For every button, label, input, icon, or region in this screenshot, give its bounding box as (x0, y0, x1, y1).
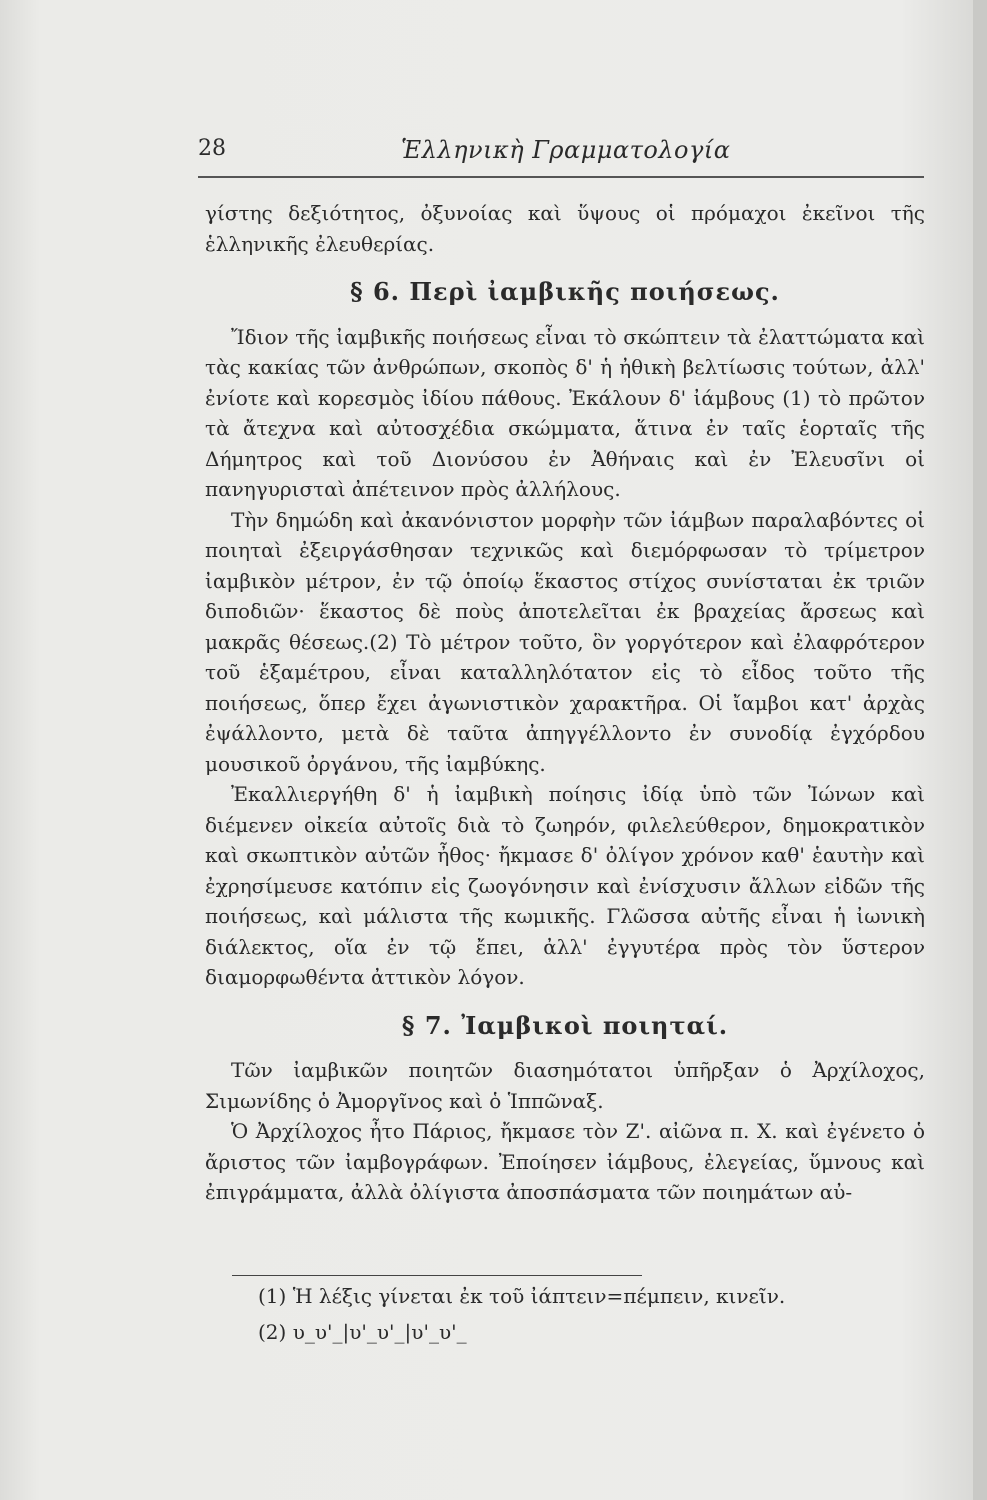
footnote-2: (2) υ_υ'_|υ'_υ'_|υ'_υ'_ (258, 1320, 467, 1344)
section-heading-6: § 6. Περὶ ἰαμβικῆς ποιήσεως. (350, 277, 780, 306)
paragraph: Τὴν δημώδη καὶ ἀκανόνιστον μορφὴν τῶν ἰάμβων παραλαβόντες οἱ ποιηταὶ ἐξειργάσθησαν τεχνικῶς καὶ διεμόρφωσαν τὸ τρίμετρον ἰαμβικὸν μέτρον, ἐν τῷ ὁποίῳ ἕκαστος στίχος συνίσταται ἐκ τριῶν διποδιῶν· ἕκαστος δὲ ποὺς ἀποτελεῖται ἐκ βραχείας ἄρσεως καὶ μακρᾶς θέσεως.(2) Τὸ μέτρον τοῦτο, ὃν γοργότερον καὶ ἐλαφρότερον τοῦ ἑξαμέτρου, εἶναι καταλληλότατον εἰς τὸ εἶδος τοῦτο τῆς ποιήσεως, ὅπερ ἔχει ἀγωνιστικὸν χαρακτῆρα. Οἱ ἴαμβοι κατ' ἀρχὰς ἐψάλλοντο, μετὰ δὲ ταῦτα ἀπηγγέλλοντο ἐν συνοδίᾳ ἐγχόρδου μουσικοῦ ὀργάνου, τῆς ἰαμβύκης. (205, 507, 925, 776)
paragraph: Ὁ Ἀρχίλοχος ἦτο Πάριος, ἤκμασε τὸν Ζ'. αἰῶνα π. Χ. καὶ ἐγένετο ὁ ἄριστος τῶν ἰαμβογράφων. Ἐποίησεν ἰάμβους, ἐλεγείας, ὕμνους καὶ ἐπιγράμματα, ἀλλὰ ὀλίγιστα ἀποσπάσματα τῶν ποιημάτων αὐ- (205, 1119, 925, 1204)
paragraph-continuation: γίστης δεξιότητος, ὀξυνοίας καὶ ὕψους οἱ πρόμαχοι ἐκεῖνοι τῆς ἑλληνικῆς ἐλευθερίας. (205, 201, 925, 256)
header-rule (198, 176, 924, 178)
paragraph: Ἐκαλλιεργήθη δ' ἡ ἰαμβικὴ ποίησις ἰδίᾳ ὑπὸ τῶν Ἰώνων καὶ διέμενεν οἰκεία αὐτοῖς διὰ τὸ ζωηρόν, φιλελεύθερον, δημοκρατικὸν καὶ σκωπτικὸν αὐτῶν ἦθος· ἤκμασε δ' ὀλίγον χρόνον καθ' ἑαυτὴν καὶ ἐχρησίμευσε κατόπιν εἰς ζωογόνησιν καὶ ἐνίσχυσιν ἄλλων εἰδῶν τῆς ποιήσεως, καὶ μάλιστα τῆς κωμικῆς. Γλῶσσα αὐτῆς εἶναι ἡ ἰωνικὴ διάλεκτος, οἵα ἐν τῷ ἔπει, ἀλλ' ἐγγυτέρα πρὸς τὸν ὕστερον διαμορφωθέντα ἀττικὸν λόγον. (205, 782, 925, 989)
page-header (198, 136, 922, 172)
page-number: 28 (198, 136, 226, 161)
paragraph: Τῶν ἰαμβικῶν ποιητῶν διασημότατοι ὑπῆρξαν ὁ Ἀρχίλοχος, Σιμωνίδης ὁ Ἀμοργῖνος καὶ ὁ Ἱππῶναξ. (205, 1058, 925, 1113)
page-edge (973, 0, 987, 1500)
body-text (205, 198, 925, 1208)
running-title: Ἑλληνικὴ Γραμματολογία (401, 136, 731, 164)
footnote-rule (232, 1275, 642, 1276)
footnote-1: (1) Ἡ λέξις γίνεται ἐκ τοῦ ἰάπτειν=πέμπειν, κινεῖν. (258, 1284, 786, 1308)
section-heading-7: § 7. Ἰαμβικοὶ ποιηταί. (401, 1010, 729, 1040)
paragraph: Ἴδιον τῆς ἰαμβικῆς ποιήσεως εἶναι τὸ σκώπτειν τὰ ἐλαττώματα καὶ τὰς κακίας τῶν ἀνθρώπων, σκοπὸς δ' ἡ ἠθικὴ βελτίωσις τούτων, ἀλλ' ἐνίοτε καὶ κορεσμὸς ἰδίου πάθους. Ἐκάλουν δ' ἰάμβους (1) τὸ πρῶτον τὰ ἄτεχνα καὶ αὐτοσχέδια σκώμματα, ἅτινα ἐν ταῖς ἑορταῖς τῆς Δήμητρος καὶ τοῦ Διονύσου ἐν Ἀθήναις καὶ ἐν Ἐλευσῖνι οἱ πανηγυρισταὶ ἀπέτεινον πρὸς ἀλλήλους. (205, 324, 925, 501)
footnotes (258, 1278, 898, 1350)
